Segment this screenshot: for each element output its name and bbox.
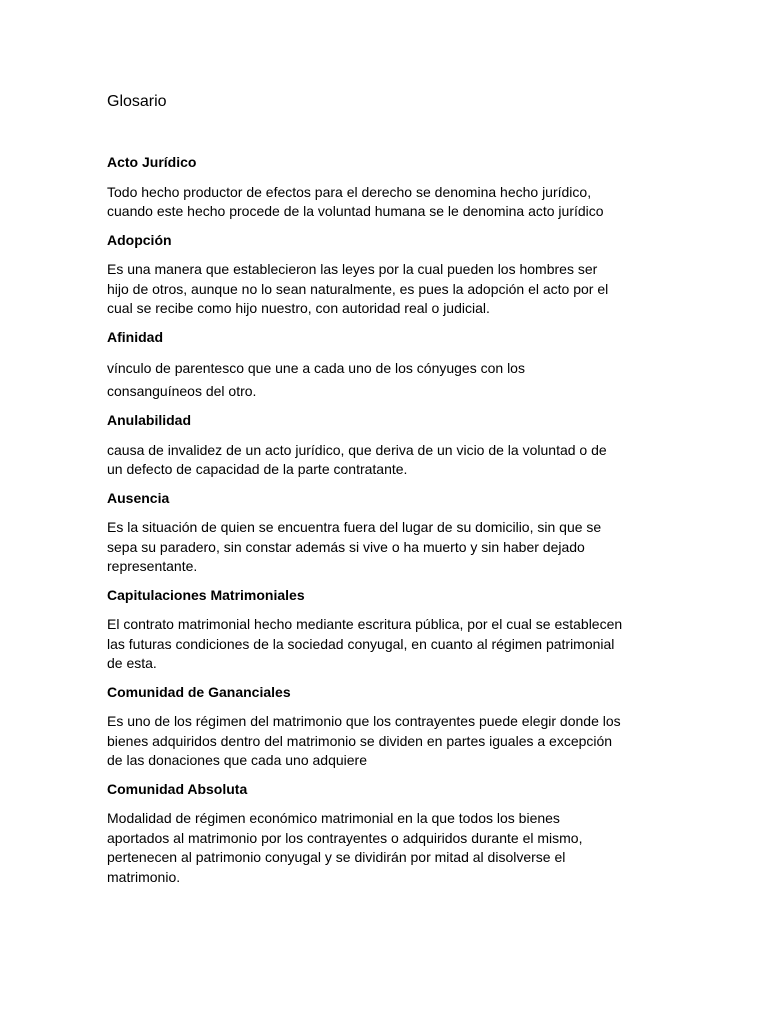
glossary-definition: Es una manera que establecieron las leyes por la cual pueden los hombres ser hijo de otros, aunque no lo sean naturalmente, es pues la adopción el acto por el cual se recibe como hijo nuestro, con autoridad real o judicial. — [107, 261, 609, 316]
glossary-definition: Es uno de los régimen del matrimonio que los contrayentes puede elegir donde los bienes adquiridos dentro del matrimonio se dividen en partes iguales a excepción de las donaciones que cada uno adquiere — [107, 713, 621, 768]
glossary-list — [107, 153, 667, 896]
glossary-definition: Es la situación de quien se encuentra fuera del lugar de su domicilio, sin que se sepa su paradero, sin constar además si vive o ha muerto y sin haber dejado representante. — [107, 519, 602, 574]
glossary-entry — [107, 231, 667, 319]
glossary-entry — [107, 683, 667, 771]
glossary-term: Anulabilidad — [107, 412, 191, 428]
glossary-entry — [107, 586, 667, 674]
glossary-definition: El contrato matrimonial hecho mediante escritura pública, por el cual se establecen las futuras condiciones de la sociedad conyugal, en cuanto al régimen patrimonial de esta. — [107, 616, 623, 671]
glossary-definition: causa de invalidez de un acto jurídico, que deriva de un vicio de la voluntad o de un defecto de capacidad de la parte contratante. — [107, 441, 607, 477]
glossary-term: Comunidad de Gananciales — [107, 683, 291, 700]
document-title: Glosario — [107, 93, 167, 110]
glossary-term: Capitulaciones Matrimoniales — [107, 586, 305, 603]
glossary-definition: vínculo de parentesco que une a cada uno de los cónyuges con los consanguíneos del otro. — [107, 360, 525, 399]
glossary-definition: Modalidad de régimen económico matrimonial en la que todos los bienes aportados al matrimonio por los contrayentes o adquiridos durante el mismo, pertenecen al patrimonio conyugal y se dividirán por mitad al disolverse el matrimonio. — [107, 810, 583, 885]
glossary-term: Ausencia — [107, 489, 170, 506]
glossary-entry — [107, 780, 667, 888]
glossary-entry — [107, 328, 667, 403]
glossary-term: Afinidad — [107, 328, 163, 345]
glossary-entry — [107, 411, 667, 480]
glossary-definition: Todo hecho productor de efectos para el derecho se denomina hecho jurídico, cuando este hecho procede de la voluntad humana se le denomina acto jurídico — [107, 183, 604, 219]
glossary-term: Comunidad Absoluta — [107, 780, 248, 797]
glossary-term: Acto Jurídico — [107, 154, 197, 170]
glossary-entry — [107, 489, 667, 577]
glossary-term: Adopción — [107, 231, 172, 248]
glossary-entry — [107, 153, 667, 222]
